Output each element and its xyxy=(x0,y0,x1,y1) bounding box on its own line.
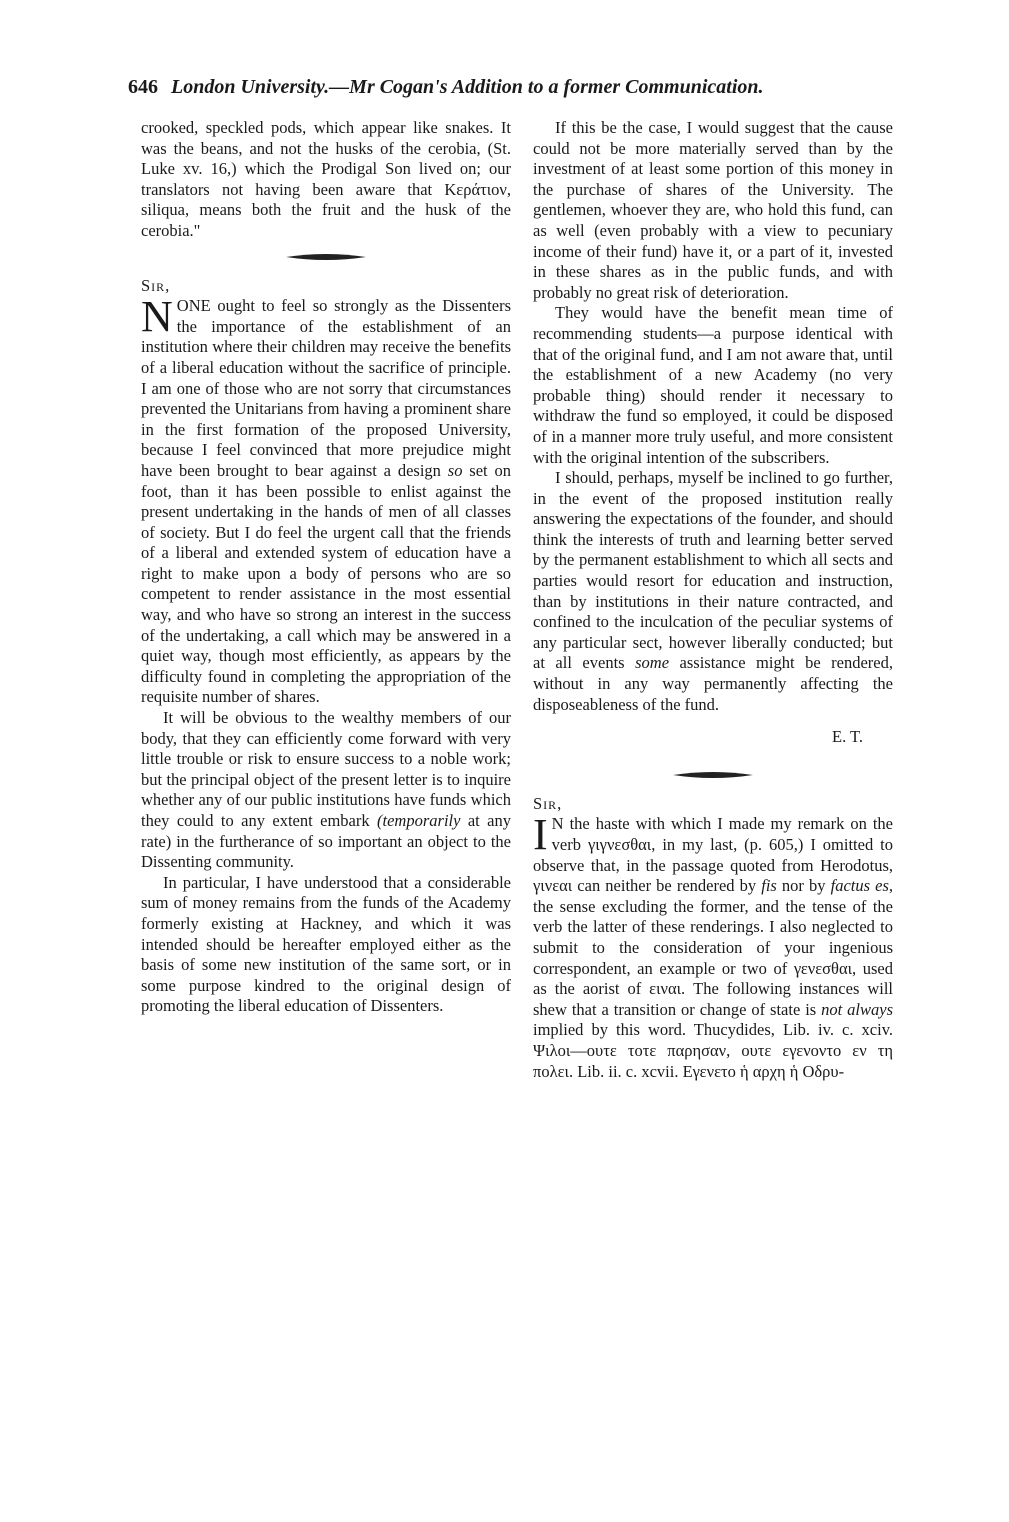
drop-cap: N xyxy=(141,292,173,342)
salutation: Sir, xyxy=(141,275,171,295)
right-column xyxy=(533,118,893,1082)
paragraph: I should, perhaps, myself be inclined to go further, in the event of the proposed institution really answering the expectations of the founder, and should think the interests of truth and learning better served by the permanent establishment to which all sects and parties would resort for education and instruction, than by institutions in their nature contracted, and confined to the inculcation of the peculiar systems of any particular sect, however liberally conducted; but at all events some assistance might be rendered, without in any way permanently affecting the disposeableness of the fund. xyxy=(533,468,893,714)
ornament-divider-icon xyxy=(286,252,366,262)
paragraph: crooked, speckled pods, which appear like snakes. It was the beans, and not the husks of the cerobia, (St. Luke xv. 16,) which the Prodigal Son lived on; our translators not having been aware that Κεράτιον, siliqua, means both the fruit and the husk of the cerobia." xyxy=(141,118,511,240)
paragraph: I N the haste with which I made my remark on the verb γιγνεσθαι, in my last, (p. 605,) I omitted to observe that, in the passage quoted from Herodotus, γινεαι can neither be rendered by fis nor by factus es, the sense excluding the former, and the tense of the verb the latter of these renderings. I also neglected to submit to the consideration of your ingenious correspondent, an example or two of γενεσθαι, used as the aorist of ειναι. The following instances will shew that a transition or change of state is not always implied by this word. Thucydides, Lib. iv. c. xciv. Ψιλοι—ουτε τοτε παρησαν, ουτε εγενοντο εν τη πολει. Lib. ii. c. xcvii. Εγενετο ἡ αρχη ἡ Οδρυ- xyxy=(533,810,893,1081)
paragraph: In particular, I have understood that a considerable sum of money remains from the funds of the Academy formerly existing at Hackney, and which it was intended should be hereafter employed either as the basis of some new institution of the same sort, or in some purpose kindred to the original design of promoting the liberal education of Dissenters. xyxy=(141,872,511,1016)
paragraph: It will be obvious to the wealthy members of our body, that they can efficiently come forward with very little trouble or risk to ensure success to a noble work; but the principal object of the present letter is to inquire whether any of our public institutions have funds which they could to any extent embark (temporarily at any rate) in the furtherance of so important an object to the Dissenting community. xyxy=(141,708,512,872)
running-title: London University.—Mr Cogan's Addition to a former Communication. xyxy=(171,76,764,98)
signature: E. T. xyxy=(831,727,863,747)
drop-cap: I xyxy=(533,810,548,860)
paragraph: NONE ought to feel so strongly as the Dissenters the importance of the establishment of an institution where their children may receive the benefits of a liberal education without the sacrifice of principle. I am one of those who are not sorry that circumstances prevented the Unitarians from having a prominent share in the first formation of the proposed University, because I feel convinced that more prejudice might have been brought to bear against a design so set on foot, than it has been possible to enlist against the present undertaking in the hands of men of all classes of society. But I do feel the urgent call that the friends of a liberal and extended system of education have a right to make upon a body of persons who are so competent to render assistance in the most essential way, and who have so strong an interest in the success of the undertaking, a call which may be answered in a quiet way, though most efficiently, as appears by the difficulty found in completing the appropriation of the requisite number of shares. xyxy=(141,292,511,707)
ornamental-rule xyxy=(141,252,511,262)
ornament-divider-icon xyxy=(673,770,753,780)
ornamental-rule xyxy=(533,770,893,780)
paragraph: They would have the benefit mean time of recommending students—a purpose identical with that of the original fund, and I am not aware that, until the establishment of a new Academy (no very probable thing) should render it necessary to withdraw the fund so employed, it could be disposed of in a manner more truly useful, and more consistent with the original intention of the subscribers. xyxy=(533,303,893,467)
page-number: 646 xyxy=(128,76,158,98)
left-column xyxy=(141,118,511,1017)
salutation: Sir, xyxy=(533,793,563,813)
running-header xyxy=(128,76,898,110)
paragraph: If this be the case, I would suggest that the cause could not be more materially served than by the investment of at least some portion of this money in the purchase of shares of the University. The gentlemen, whoever they are, who hold this fund, can as well (even probably with a view to pecuniary income of their fund) have it, or a part of it, invested in these shares as in the public funds, and with probably no great risk of deterioration. xyxy=(533,118,893,302)
lead-word: ONE xyxy=(176,296,211,316)
